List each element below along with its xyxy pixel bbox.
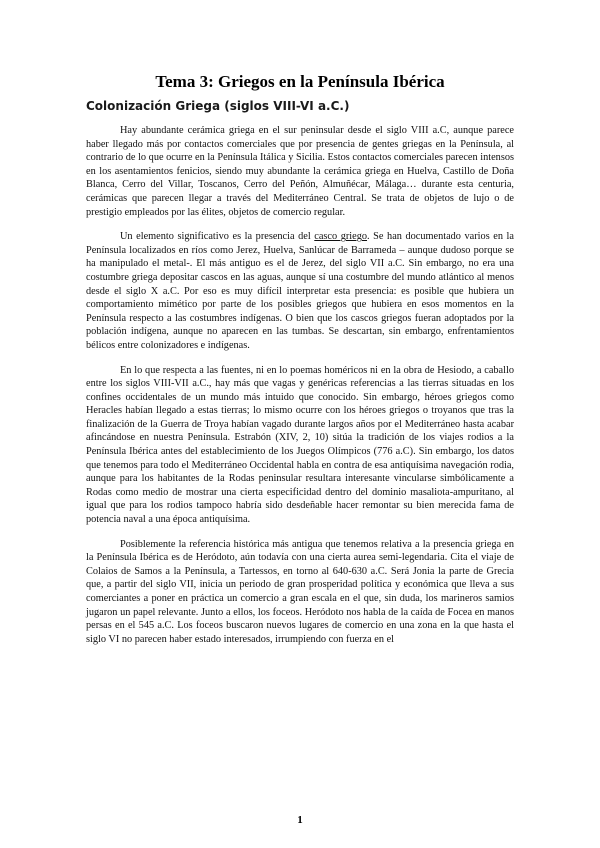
document-body: [86, 124, 514, 657]
paragraph-2-text-a: Un elemento significativo es la presencia del: [120, 231, 311, 243]
page-title: Tema 3: Griegos en la Península Ibérica: [155, 72, 445, 91]
paragraph-1: Hay abundante cerámica griega en el sur peninsular desde el siglo VIII a.C, aunque parece haber llegado más por contactos comerciales que por presencia de gentes griegas en la Península, al contrario de lo que ocurre en la Península Itálica y Sicilia. Estos contactos comerciales parecen intensos en los asentamientos fenicios, siendo muy abundante la cerámica griega en Huelva, Castillo de Doña Blanca, Cerro del Villar, Toscanos, Cerro del Peñón, Almuñécar, Málaga… durante esta centuria, cerámicas que parecen llegar a través del Mediterráneo Central. Se trata de objetos de lujo o de prestigio empleados por las élites, objetos de comercio regular.: [86, 125, 514, 218]
paragraph-3: En lo que respecta a las fuentes, ni en lo poemas homéricos ni en la obra de Hesiodo, a caballo entre los siglos VIII-VII a.C., hay más que vagas y genéricas referencias a las tierras situadas en los confines occidentales de un mundo más intuido que conocido. Sin embargo, héroes griegos como Heracles habían llegado a estas tierras; lo mismo ocurre con los héroes griegos o troyanos que tras la finalización de la Guerra de Troya habían vagado durante largos años por el Mediterráneo hasta acabar afincándose en nuestra Península. Estrabón (XIV, 2, 10) sitúa la tradición de los viajes rodios a la Península Ibérica antes del establecimiento de los Juegos Olímpicos (776 a.C). Sin embargo, los datos que tenemos para todo el Mediterráneo Occidental habla en contra de esa antiquísima navegación rodia, aunque para los habitantes de la Rodas peninsular resultara interesante vincularse simbólicamente a Rodas como medio de mostrar una cierta especificidad dentro del dominio masaliota-ampuritano, al igual que para los rodios tampoco habría sido desdeñable hacer remontar su bien merecida fama de potencia naval a una época antiquísima.: [86, 364, 515, 526]
paragraph-2: [86, 230, 514, 352]
paragraph-4: Posiblemente la referencia histórica más antigua que tenemos relativa a la presencia griega en la Península Ibérica es de Heródoto, aún todavía con una cierta aurea semi-legendaria. Cita el viaje de Colaios de Samos a la Península, a Tartessos, en torno al 640-630 a.C. Será Jonia la parte de Grecia que, a partir del siglo VII, inicia un periodo de gran prosperidad política y económica que lleva a sus comerciantes a poner en práctica un comercio a gran escala en el que, sin duda, los marineros samios jugaron un papel relevante. Junto a ellos, los foceos. Heródoto nos habla de la caída de Focea en manos persas en el 545 a.C. Los foceos buscaron nuevos lugares de comercio en una zona en la que hasta el siglo VI no parecen haber estado interesados, irrumpiendo con fuerza en el: [86, 538, 514, 645]
section-subtitle: Colonización Griega (siglos VIII-VI a.C.): [86, 99, 350, 113]
page-number: 1: [297, 814, 303, 826]
paragraph-2-text-b: . Se han documentado varios en la Península localizados en ríos como Jerez, Huelva, Sanlúcar de Barrameda – aunque dudoso porque se ha manipulado el metal-. El más antiguo es el de Jerez, del siglo VII a.C. Sin embargo, no era una costumbre griega depositar cascos en las aguas, aunque sí una costumbre del mundo atlántico al menos desde el siglo X a.C. Por eso es muy difícil interpretar esta presencia: es posible que hubiera un comportamiento mimético por parte de los posibles griegos que hubiera en esos momentos en la Península respecto a las costumbres indígenas. O bien que los cascos griegos fueran adoptados por la población indígena, aunque no aparecen en las tumbas. Se descartan, sin embargo, enfrentamientos bélicos entre colonizadores e indígenas.: [86, 231, 514, 351]
casco-griego-term: casco griego: [314, 231, 368, 243]
